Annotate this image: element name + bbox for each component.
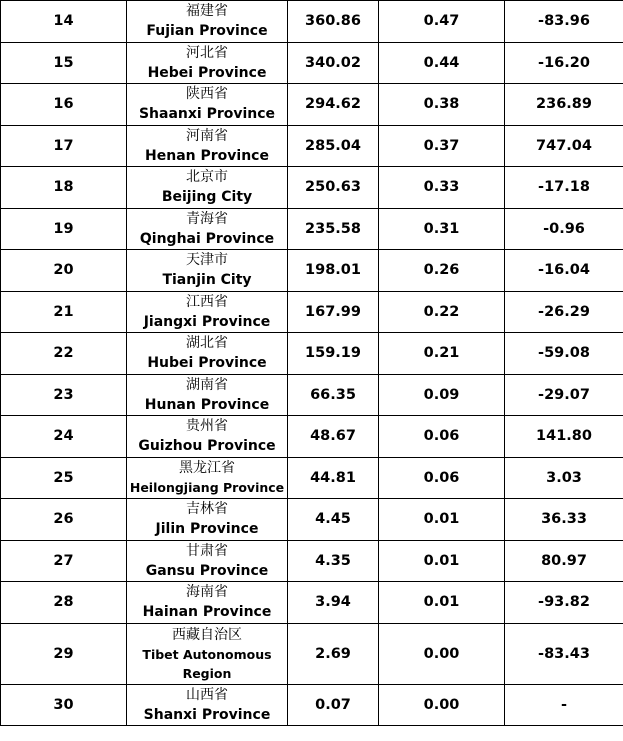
province-name-chinese: 贵州省 [186,418,228,435]
value-cell-v1: 4.35 [288,540,379,582]
province-name-chinese: 河南省 [186,127,228,144]
value-cell-v2: 0.00 [379,684,505,726]
table-row [1,333,623,375]
rank-cell: 30 [1,684,127,726]
province-name-chinese: 湖北省 [186,335,228,352]
table-row [1,250,623,292]
table-row [1,291,623,333]
rank-cell: 26 [1,499,127,541]
province-name-english: Tianjin City [162,272,252,289]
province-name-english: Hunan Province [144,396,270,413]
table-row [1,684,623,726]
province-name-english: Jiangxi Province [143,313,271,330]
province-name-english: Hubei Province [147,355,267,372]
value-cell-v2: 0.33 [379,167,505,209]
value-cell-v1: 285.04 [288,125,379,167]
table-row [1,540,623,582]
value-cell-v3: 236.89 [505,84,623,126]
value-cell-v2: 0.44 [379,42,505,84]
table-row [1,457,623,499]
value-cell-v2: 0.09 [379,374,505,416]
value-cell-v3: 141.80 [505,416,623,458]
value-cell-v2: 0.06 [379,457,505,499]
province-cell [127,457,288,499]
province-name-english: Qinghai Province [139,230,275,247]
value-cell-v3: -0.96 [505,208,623,250]
rank-cell: 14 [1,1,127,43]
rank-cell: 18 [1,167,127,209]
rank-cell: 16 [1,84,127,126]
value-cell-v1: 4.45 [288,499,379,541]
province-cell [127,208,288,250]
value-cell-v3: 747.04 [505,125,623,167]
province-name-english: Jilin Province [155,521,259,538]
province-cell [127,125,288,167]
value-cell-v1: 159.19 [288,333,379,375]
rank-cell: 19 [1,208,127,250]
value-cell-v2: 0.00 [379,623,505,684]
province-cell [127,684,288,726]
value-cell-v3: -93.82 [505,582,623,624]
value-cell-v1: 294.62 [288,84,379,126]
rank-cell: 28 [1,582,127,624]
province-name-english: Heilongjiang Province [129,479,285,495]
province-name-chinese: 西藏自治区 [172,626,242,643]
table-row [1,167,623,209]
value-cell-v1: 198.01 [288,250,379,292]
value-cell-v2: 0.37 [379,125,505,167]
value-cell-v1: 250.63 [288,167,379,209]
table-row [1,42,623,84]
province-name-chinese: 陕西省 [186,86,228,103]
rank-cell: 24 [1,416,127,458]
value-cell-v3: -29.07 [505,374,623,416]
province-cell [127,333,288,375]
value-cell-v1: 0.07 [288,684,379,726]
value-cell-v2: 0.01 [379,582,505,624]
value-cell-v1: 167.99 [288,291,379,333]
province-cell [127,416,288,458]
value-cell-v3: - [505,684,623,726]
province-name-chinese: 福建省 [186,3,228,20]
value-cell-v2: 0.06 [379,416,505,458]
rank-cell: 20 [1,250,127,292]
table-row [1,1,623,43]
value-cell-v1: 3.94 [288,582,379,624]
province-name-english: Hainan Province [142,604,272,621]
value-cell-v3: -59.08 [505,333,623,375]
province-name-english: Hebei Province [147,64,267,81]
province-name-english: Guizhou Province [138,438,276,455]
province-cell [127,582,288,624]
rank-cell: 25 [1,457,127,499]
province-cell [127,84,288,126]
rank-cell: 27 [1,540,127,582]
province-name-english: Henan Province [145,147,269,164]
rank-cell: 21 [1,291,127,333]
province-name-chinese: 北京市 [186,169,228,186]
value-cell-v1: 2.69 [288,623,379,684]
table-row [1,582,623,624]
value-cell-v1: 48.67 [288,416,379,458]
value-cell-v2: 0.21 [379,333,505,375]
province-name-chinese: 吉林省 [186,501,228,518]
province-name-chinese: 河北省 [186,44,228,61]
rank-cell: 17 [1,125,127,167]
value-cell-v3: 36.33 [505,499,623,541]
table-row [1,374,623,416]
table-row [1,623,623,684]
value-cell-v2: 0.22 [379,291,505,333]
value-cell-v3: 80.97 [505,540,623,582]
province-cell [127,499,288,541]
value-cell-v2: 0.31 [379,208,505,250]
province-name-chinese: 山西省 [186,686,228,703]
province-cell [127,1,288,43]
value-cell-v1: 235.58 [288,208,379,250]
value-cell-v3: -17.18 [505,167,623,209]
table-row [1,208,623,250]
province-cell [127,540,288,582]
table-row [1,125,623,167]
rank-cell: 23 [1,374,127,416]
province-name-chinese: 湖南省 [186,376,228,393]
province-name-english: Beijing City [161,189,253,206]
province-name-english: Shanxi Province [143,706,271,723]
province-name-chinese: 江西省 [186,293,228,310]
value-cell-v3: -16.04 [505,250,623,292]
province-name-english: Gansu Province [145,562,269,579]
value-cell-v3: -83.96 [505,1,623,43]
province-cell [127,374,288,416]
table-row [1,499,623,541]
value-cell-v1: 360.86 [288,1,379,43]
province-cell [127,623,288,684]
table-row [1,84,623,126]
rank-cell: 22 [1,333,127,375]
value-cell-v2: 0.01 [379,499,505,541]
value-cell-v2: 0.47 [379,1,505,43]
province-name-english: Tibet Autonomous Region [142,646,272,681]
province-cell [127,42,288,84]
value-cell-v1: 44.81 [288,457,379,499]
rank-cell: 15 [1,42,127,84]
province-cell [127,291,288,333]
value-cell-v2: 0.26 [379,250,505,292]
value-cell-v3: -16.20 [505,42,623,84]
value-cell-v3: -83.43 [505,623,623,684]
table-body [1,1,623,726]
province-name-english: Shaanxi Province [138,106,276,123]
value-cell-v3: -26.29 [505,291,623,333]
rank-cell: 29 [1,623,127,684]
province-name-chinese: 天津市 [186,252,228,269]
province-name-english: Fujian Province [146,23,268,40]
value-cell-v3: 3.03 [505,457,623,499]
table-row [1,416,623,458]
value-cell-v1: 340.02 [288,42,379,84]
province-name-chinese: 甘肃省 [186,542,228,559]
value-cell-v2: 0.01 [379,540,505,582]
province-cell [127,167,288,209]
province-name-chinese: 海南省 [186,584,228,601]
province-name-chinese: 青海省 [186,210,228,227]
value-cell-v2: 0.38 [379,84,505,126]
province-cell [127,250,288,292]
province-name-chinese: 黑龙江省 [179,459,235,476]
value-cell-v1: 66.35 [288,374,379,416]
